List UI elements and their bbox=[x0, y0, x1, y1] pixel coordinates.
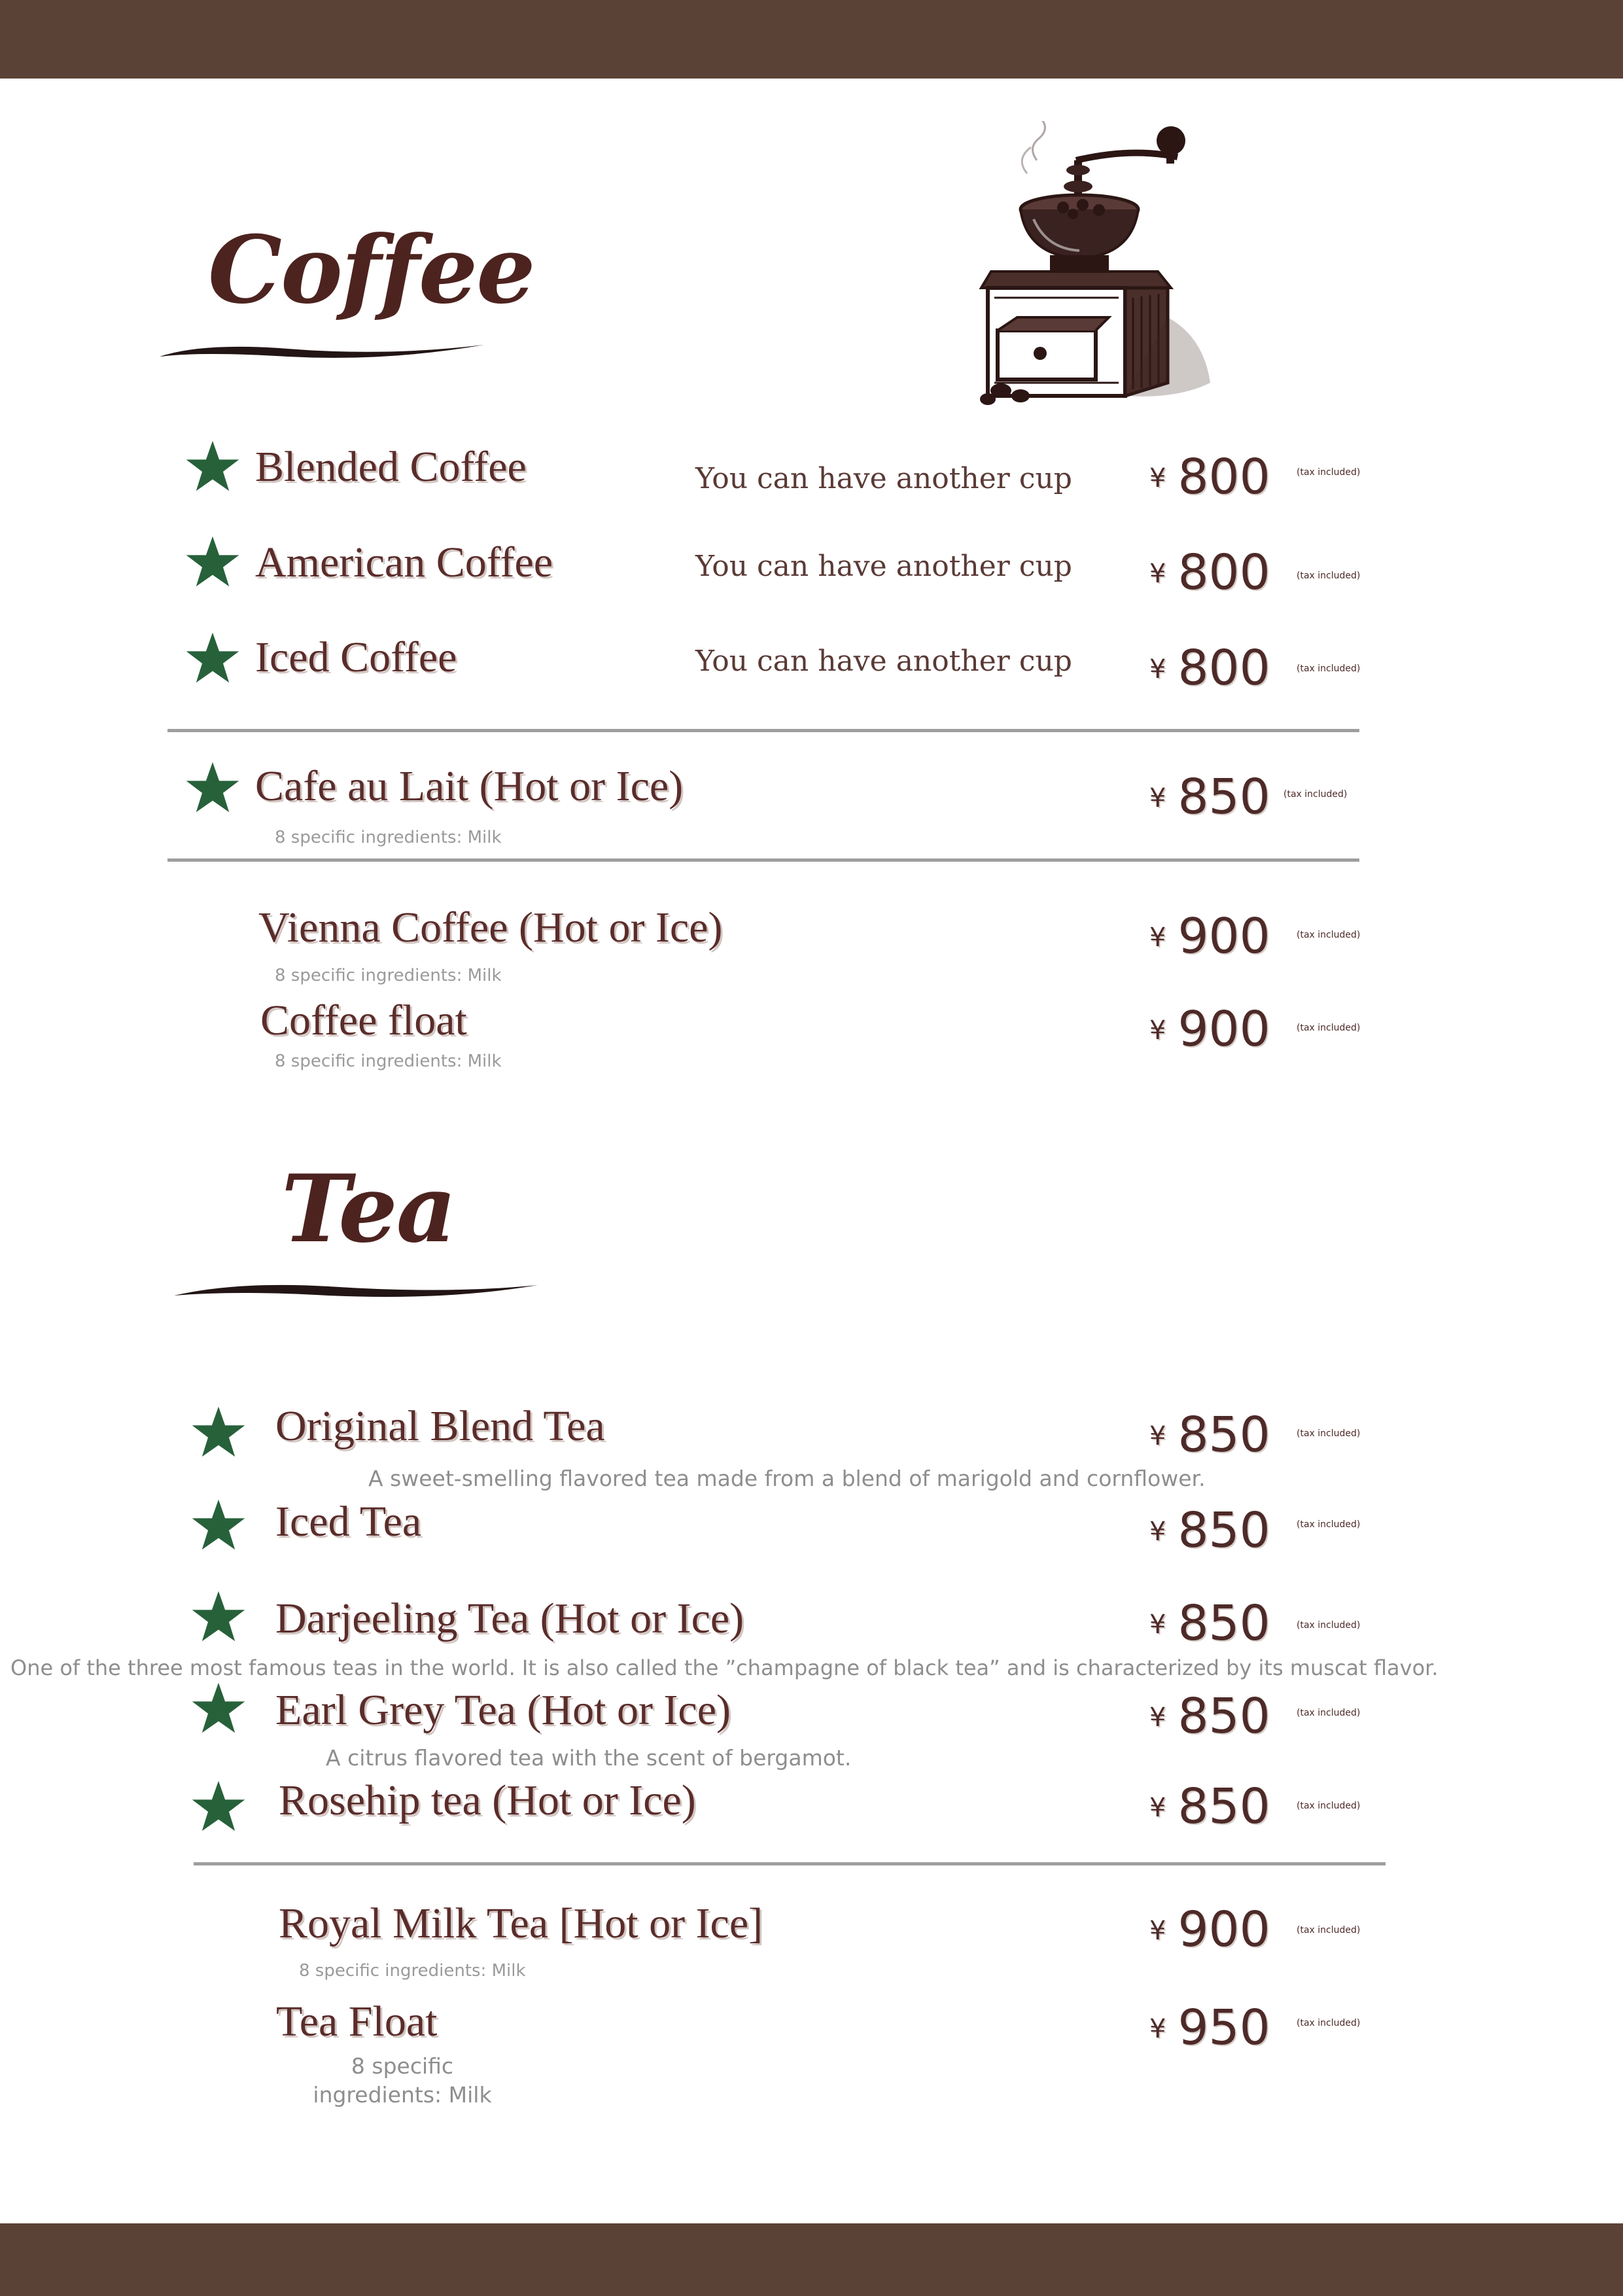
star-icon bbox=[191, 1682, 246, 1734]
menu-item-name: Rosehip tea (Hot or Ice) bbox=[279, 1776, 696, 1824]
divider bbox=[167, 729, 1359, 732]
tax-note: (tax included) bbox=[1297, 1428, 1361, 1439]
tea-title-swoosh bbox=[171, 1276, 538, 1309]
star-icon bbox=[191, 1498, 246, 1551]
menu-item-name: American Coffee bbox=[255, 539, 553, 586]
star-icon bbox=[185, 761, 240, 813]
menu-item-price bbox=[1149, 1407, 1270, 1463]
yen-symbol: ¥ bbox=[1149, 2014, 1166, 2044]
ingredients-note-line: ingredients: Milk bbox=[313, 2082, 492, 2108]
menu-item-desc: You can have another cup bbox=[695, 462, 1072, 495]
star-icon bbox=[185, 631, 240, 684]
tax-note: (tax included) bbox=[1297, 1925, 1361, 1935]
bottom-band bbox=[0, 2223, 1623, 2296]
menu-item-desc: You can have another cup bbox=[695, 550, 1072, 583]
menu-item-name: Earl Grey Tea (Hot or Ice) bbox=[275, 1686, 731, 1734]
item-description: A citrus flavored tea with the scent of bergamot. bbox=[326, 1745, 852, 1771]
menu-item-name: Cafe au Lait (Hot or Ice) bbox=[255, 762, 684, 810]
tax-note: (tax included) bbox=[1297, 1801, 1361, 1811]
menu-item-name: Royal Milk Tea [Hot or Ice] bbox=[279, 1899, 763, 1947]
price-amount: 850 bbox=[1178, 1407, 1270, 1463]
yen-symbol: ¥ bbox=[1149, 1517, 1166, 1547]
yen-symbol: ¥ bbox=[1149, 1421, 1166, 1451]
tax-note: (tax included) bbox=[1297, 1708, 1361, 1718]
yen-symbol: ¥ bbox=[1149, 654, 1166, 684]
price-amount: 800 bbox=[1178, 544, 1270, 601]
star-icon bbox=[185, 535, 240, 588]
ingredients-note: 8 specific ingredients: Milk bbox=[299, 1961, 526, 1981]
menu-item-desc: You can have another cup bbox=[695, 645, 1072, 678]
menu-item-name: Blended Coffee bbox=[255, 443, 527, 491]
tea-section-title: Tea bbox=[281, 1155, 455, 1263]
price-amount: 950 bbox=[1178, 2000, 1270, 2056]
price-amount: 850 bbox=[1178, 769, 1270, 825]
star-icon bbox=[191, 1405, 246, 1458]
coffee-grinder-illustration bbox=[962, 121, 1223, 409]
star-icon bbox=[185, 440, 240, 492]
item-description: One of the three most famous teas in the world. It is also called the ”champagne of black tea” and is characterized by its muscat flavor. bbox=[10, 1655, 1439, 1680]
star-icon bbox=[191, 1780, 246, 1832]
ingredients-note: 8 specific ingredients: Milk bbox=[275, 1051, 502, 1071]
divider bbox=[194, 1862, 1386, 1865]
menu-item-price bbox=[1149, 2000, 1270, 2056]
menu-item-name: Coffee float bbox=[260, 997, 467, 1044]
price-amount: 850 bbox=[1178, 1778, 1270, 1835]
tax-note: (tax included) bbox=[1297, 930, 1361, 940]
menu-item-price bbox=[1149, 640, 1270, 696]
yen-symbol: ¥ bbox=[1149, 1610, 1166, 1640]
ingredients-note bbox=[301, 2052, 504, 2110]
item-description: A sweet-smelling flavored tea made from a blend of marigold and cornflower. bbox=[368, 1466, 1206, 1491]
menu-item-name: Iced Coffee bbox=[255, 633, 457, 681]
divider bbox=[167, 858, 1359, 862]
menu-item-name: Original Blend Tea bbox=[275, 1402, 605, 1450]
yen-symbol: ¥ bbox=[1149, 559, 1166, 589]
tax-note: (tax included) bbox=[1297, 1620, 1361, 1631]
price-amount: 900 bbox=[1178, 1001, 1270, 1057]
star-icon bbox=[191, 1590, 246, 1642]
menu-item-price bbox=[1149, 1778, 1270, 1835]
price-amount: 900 bbox=[1178, 1901, 1270, 1958]
menu-item-price bbox=[1149, 449, 1270, 505]
menu-item-name: Darjeeling Tea (Hot or Ice) bbox=[275, 1595, 744, 1642]
yen-symbol: ¥ bbox=[1149, 1016, 1166, 1046]
yen-symbol: ¥ bbox=[1149, 783, 1166, 813]
yen-symbol: ¥ bbox=[1149, 463, 1166, 493]
price-amount: 850 bbox=[1178, 1502, 1270, 1559]
price-amount: 850 bbox=[1178, 1688, 1270, 1744]
yen-symbol: ¥ bbox=[1149, 1703, 1166, 1733]
price-amount: 800 bbox=[1178, 449, 1270, 505]
menu-item-price bbox=[1149, 1502, 1270, 1559]
ingredients-note: 8 specific ingredients: Milk bbox=[275, 966, 502, 985]
price-amount: 850 bbox=[1178, 1595, 1270, 1651]
tax-note: (tax included) bbox=[1297, 1519, 1361, 1530]
tax-note: (tax included) bbox=[1283, 789, 1348, 800]
yen-symbol: ¥ bbox=[1149, 1916, 1166, 1946]
yen-symbol: ¥ bbox=[1149, 923, 1166, 953]
menu-item-price bbox=[1149, 1001, 1270, 1057]
yen-symbol: ¥ bbox=[1149, 1793, 1166, 1823]
menu-item-price bbox=[1149, 544, 1270, 601]
tax-note: (tax included) bbox=[1297, 571, 1361, 581]
ingredients-note-line: 8 specific bbox=[351, 2053, 454, 2079]
menu-item-price bbox=[1149, 1595, 1270, 1651]
menu-item-price bbox=[1149, 908, 1270, 964]
menu-item-price bbox=[1149, 769, 1270, 825]
menu-item-name: Tea Float bbox=[276, 1998, 438, 2045]
tax-note: (tax included) bbox=[1297, 1023, 1361, 1033]
menu-item-name: Vienna Coffee (Hot or Ice) bbox=[258, 904, 723, 951]
menu-item-name: Iced Tea bbox=[275, 1498, 422, 1545]
coffee-title-swoosh bbox=[157, 337, 484, 370]
menu-item-price bbox=[1149, 1901, 1270, 1958]
top-band bbox=[0, 0, 1623, 79]
menu-item-price bbox=[1149, 1688, 1270, 1744]
coffee-section-title: Coffee bbox=[208, 216, 534, 325]
price-amount: 800 bbox=[1178, 640, 1270, 696]
tax-note: (tax included) bbox=[1297, 2018, 1361, 2028]
price-amount: 900 bbox=[1178, 908, 1270, 964]
tax-note: (tax included) bbox=[1297, 467, 1361, 478]
tax-note: (tax included) bbox=[1297, 663, 1361, 674]
ingredients-note: 8 specific ingredients: Milk bbox=[275, 828, 502, 847]
